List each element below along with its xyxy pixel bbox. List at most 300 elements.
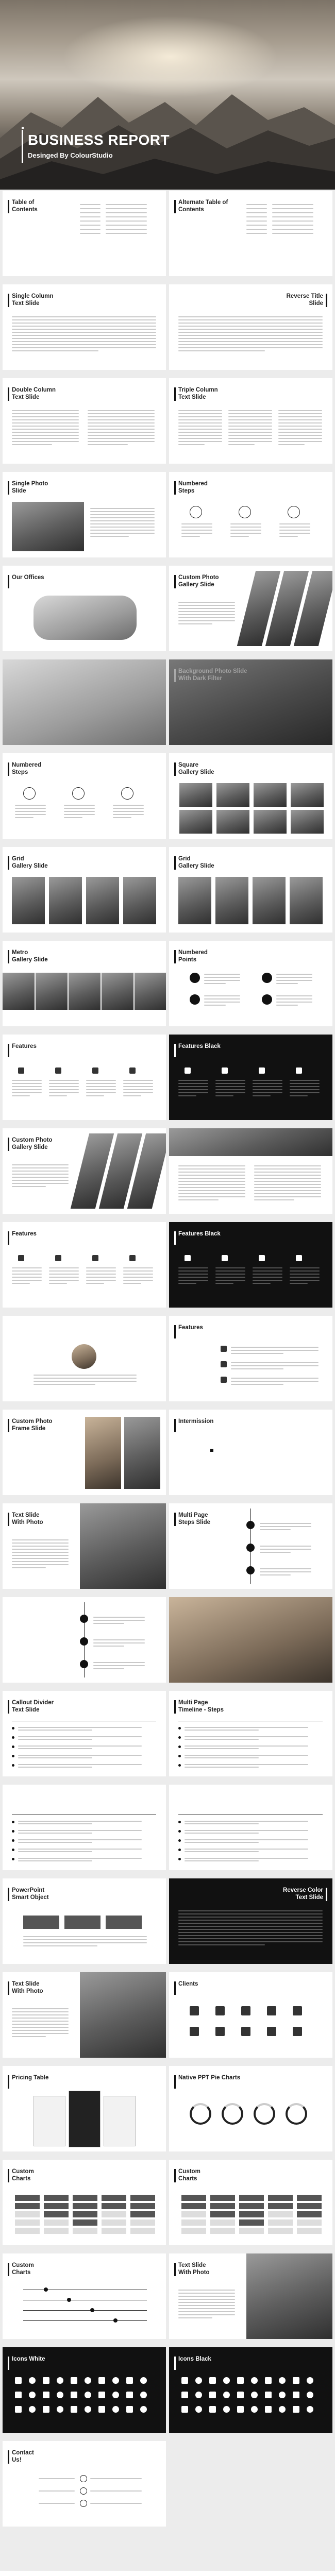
slide-title: Reverse Color Text Slide [251, 1887, 323, 1901]
text-line [93, 1646, 124, 1647]
text-line [278, 432, 322, 433]
slide-thumbnail[interactable] [169, 1878, 332, 1964]
chart-bar [210, 2228, 235, 2234]
text-line [178, 344, 323, 345]
slide-thumbnail[interactable] [3, 472, 166, 557]
text-line [278, 413, 322, 414]
toc-entry [272, 233, 313, 234]
text-line [12, 1283, 30, 1284]
text-line [178, 1910, 323, 1911]
text-line [278, 419, 322, 420]
text-line [228, 416, 272, 417]
chart-bar [210, 2195, 235, 2201]
slide-thumbnail[interactable] [3, 1035, 166, 1120]
text-line [93, 1623, 124, 1624]
icon-glyph [223, 2406, 230, 2413]
text-line [15, 808, 46, 809]
slide-thumbnail[interactable] [3, 1878, 166, 1964]
icon-glyph [195, 2377, 202, 2384]
bullet [12, 1764, 14, 1767]
slide-thumbnail[interactable] [169, 659, 332, 745]
text-line [253, 1095, 271, 1096]
toc-entry [106, 208, 147, 209]
text-line [12, 2033, 69, 2034]
text-line [12, 2011, 69, 2012]
text-line [123, 1283, 141, 1284]
text-line [12, 2036, 46, 2037]
toc-entry [246, 216, 267, 217]
text-line [185, 1821, 308, 1822]
text-line [23, 1936, 147, 1937]
text-line [88, 441, 155, 442]
client-logo [190, 2006, 199, 2015]
text-line [49, 1270, 79, 1272]
text-line [23, 1942, 147, 1943]
slide-title: Single Column Text Slide [12, 293, 84, 307]
toc-entry [272, 221, 313, 222]
step-circle [23, 787, 36, 800]
grid-photo [290, 877, 323, 924]
slide-thumbnail[interactable] [3, 941, 166, 1026]
icon-glyph [112, 2392, 119, 2398]
text-line [254, 1172, 321, 1173]
text-line [254, 1190, 321, 1191]
slide-thumbnail[interactable] [3, 1128, 166, 1214]
text-line [231, 1381, 319, 1382]
slide-thumbnail[interactable] [3, 847, 166, 933]
slide-thumbnail[interactable] [3, 1410, 166, 1495]
icon-glyph [57, 2377, 63, 2384]
chart-bar [130, 2195, 155, 2201]
text-line [278, 441, 322, 442]
text-line [18, 1842, 92, 1843]
chart-bar [15, 2203, 40, 2209]
text-line [12, 1183, 69, 1184]
text-line [185, 1839, 308, 1840]
slide-title: Custom Photo Gallery Slide [178, 574, 250, 588]
text-line [204, 980, 240, 981]
slide-thumbnail[interactable] [3, 1691, 166, 1776]
text-line [49, 1095, 67, 1096]
icon-glyph [43, 2392, 49, 2398]
toc-entry [246, 208, 267, 209]
text-line [12, 1171, 69, 1172]
text-line [12, 1174, 69, 1175]
slide-thumbnail[interactable] [169, 941, 332, 1026]
slide-title: Intermission [178, 1418, 250, 1425]
slide-thumbnail[interactable] [3, 191, 166, 276]
slide-thumbnail[interactable] [169, 1035, 332, 1120]
slide-thumbnail[interactable] [169, 1410, 332, 1495]
text-line [260, 1552, 291, 1553]
text-line [276, 998, 312, 999]
chart-knob [67, 2298, 71, 2302]
grid-photo [123, 877, 156, 924]
text-line [260, 1529, 291, 1530]
text-line [12, 341, 156, 342]
text-line [12, 1564, 69, 1565]
text-line [215, 1089, 245, 1090]
slide-thumbnail[interactable] [3, 2160, 166, 2245]
text-line [12, 429, 79, 430]
slide-thumbnail[interactable] [169, 1128, 332, 1214]
toc-entry [272, 229, 313, 230]
chart-bar [239, 2203, 264, 2209]
text-line [18, 1757, 92, 1758]
slide-thumbnail[interactable] [169, 1785, 332, 1870]
icon-glyph [209, 2406, 216, 2413]
text-line [178, 1199, 219, 1200]
slide-thumbnail[interactable] [3, 753, 166, 839]
contact-line [90, 2490, 142, 2492]
text-line [276, 1002, 312, 1003]
bullet [178, 1839, 181, 1842]
bullet [178, 1764, 181, 1767]
world-map-image [34, 596, 137, 640]
text-line [18, 1851, 92, 1852]
text-line [230, 523, 261, 524]
text-line [290, 1089, 320, 1090]
slide-title: Multi Page Steps Slide [178, 1512, 250, 1526]
step-circle [121, 787, 133, 800]
icon-glyph [85, 2406, 91, 2413]
pricing-column [104, 2096, 136, 2146]
slide-thumbnail[interactable] [3, 2347, 166, 2433]
toc-entry [246, 212, 267, 213]
bullet [12, 1830, 14, 1833]
grid-photo [49, 877, 82, 924]
feature-icon [185, 1067, 191, 1074]
text-line [86, 1280, 116, 1281]
feature-icon [222, 1255, 228, 1261]
text-line [18, 1755, 142, 1756]
text-line [215, 1092, 245, 1093]
text-line [49, 1080, 79, 1081]
text-line [290, 1086, 320, 1087]
timeline-node [80, 1637, 88, 1646]
text-line [204, 983, 226, 984]
chart-bar [15, 2228, 40, 2234]
chart-bar [73, 2203, 97, 2209]
slide-thumbnail[interactable] [169, 472, 332, 557]
text-line [12, 347, 156, 348]
framed-photo [85, 1417, 121, 1489]
text-line [278, 410, 322, 411]
slide-thumbnail[interactable] [169, 1316, 332, 1401]
bullet [178, 1736, 181, 1739]
toc-entry [80, 233, 100, 234]
icon-glyph [209, 2377, 216, 2384]
client-logo [293, 2027, 302, 2036]
slide-title: Triple Column Text Slide [178, 386, 250, 401]
icon-glyph [29, 2392, 36, 2398]
slide-thumbnail[interactable] [3, 1222, 166, 1308]
text-line [231, 1378, 319, 1379]
text-line [178, 338, 323, 339]
slide-thumbnail[interactable] [3, 2441, 166, 2527]
slide-thumbnail[interactable] [3, 659, 166, 745]
text-line [18, 1736, 142, 1737]
text-line [278, 426, 322, 427]
text-line [290, 1095, 308, 1096]
text-line [178, 614, 235, 615]
client-logo [293, 2006, 302, 2015]
slide-thumbnail[interactable] [169, 1972, 332, 2058]
text-line [12, 1095, 30, 1096]
text-line [12, 338, 156, 339]
toc-entry [80, 221, 100, 222]
slide-title: Features Black [178, 1043, 250, 1050]
bullet [12, 1736, 14, 1739]
text-line [178, 1270, 208, 1272]
text-line [253, 1086, 282, 1087]
text-line [18, 1748, 92, 1749]
text-line [113, 814, 144, 815]
chart-bar [73, 2195, 97, 2201]
text-line [12, 1167, 69, 1168]
icon-glyph [223, 2377, 230, 2384]
icon-glyph [293, 2406, 299, 2413]
slide-thumbnail[interactable] [169, 284, 332, 370]
feature-icon [18, 1067, 24, 1074]
slide-thumbnail[interactable] [169, 191, 332, 276]
toc-entry [272, 212, 313, 213]
text-line [93, 1620, 145, 1621]
text-line [178, 2293, 235, 2294]
text-line [178, 1932, 323, 1933]
slide-thumbnail[interactable] [3, 2066, 166, 2151]
text-line [228, 432, 272, 433]
slide-thumbnail[interactable] [169, 1222, 332, 1308]
text-line [113, 817, 131, 818]
smart-object [64, 1916, 100, 1929]
slide-thumbnail[interactable] [3, 1597, 166, 1683]
slide-thumbnail[interactable] [169, 2160, 332, 2245]
text-line [49, 1277, 79, 1278]
text-line [88, 422, 155, 423]
text-line [18, 1860, 92, 1861]
text-line [254, 1178, 321, 1179]
icon-glyph [307, 2392, 313, 2398]
text-line [49, 1086, 79, 1087]
client-logo [267, 2027, 276, 2036]
icon-glyph [293, 2392, 299, 2398]
point-number [190, 973, 200, 983]
text-line [228, 429, 272, 430]
text-line [12, 1270, 42, 1272]
text-line [278, 438, 322, 439]
bullet [12, 1745, 14, 1748]
chart-bar [44, 2203, 69, 2209]
text-line [279, 533, 310, 534]
text-line [178, 1920, 323, 1921]
slide-thumbnail[interactable] [169, 1691, 332, 1776]
client-logo [241, 2006, 250, 2015]
chart-bar [297, 2195, 322, 2201]
text-line [254, 1199, 294, 1200]
text-line [253, 1277, 282, 1278]
icon-glyph [126, 2377, 133, 2384]
chart-knob [90, 2308, 94, 2312]
text-line [215, 1267, 245, 1268]
text-line [12, 432, 79, 433]
text-line [64, 805, 95, 806]
text-line [178, 608, 235, 609]
text-line [90, 517, 155, 518]
square-photo [254, 783, 287, 807]
title-slide[interactable] [0, 0, 335, 190]
text-line [253, 1280, 282, 1281]
text-line [18, 1839, 142, 1840]
text-line [178, 2296, 235, 2297]
text-line [185, 1745, 308, 1747]
text-line [113, 808, 144, 809]
text-line [18, 1727, 142, 1728]
slide-thumbnail[interactable] [169, 753, 332, 839]
text-line [185, 1767, 259, 1768]
text-line [12, 344, 156, 345]
text-line [178, 1086, 208, 1087]
text-line [113, 805, 144, 806]
text-line [12, 329, 156, 330]
icon-glyph [112, 2377, 119, 2384]
slide-title: Features Black [178, 1230, 250, 1238]
slide-thumbnail[interactable] [3, 1972, 166, 2058]
slide-thumbnail[interactable] [169, 1597, 332, 1683]
timeline-node [80, 1615, 88, 1623]
grid-photo [86, 877, 119, 924]
text-line [93, 1665, 145, 1666]
text-line [178, 623, 212, 624]
client-logo [215, 2006, 225, 2015]
text-line [254, 1165, 321, 1166]
slide-title: Custom Photo Gallery Slide [12, 1137, 84, 1151]
chart-bar [73, 2219, 97, 2226]
text-line [228, 444, 255, 445]
feature-icon [296, 1067, 302, 1074]
text-line [12, 323, 156, 324]
icon-glyph [15, 2377, 22, 2384]
text-line [276, 995, 312, 996]
text-line [254, 1196, 321, 1197]
text-line [23, 1939, 147, 1940]
slide-thumbnail[interactable] [169, 566, 332, 651]
slide-thumbnail[interactable] [169, 2347, 332, 2433]
chart-bar [130, 2228, 155, 2234]
icon-glyph [29, 2377, 36, 2384]
text-line [178, 1190, 245, 1191]
slide-thumbnail[interactable] [3, 2253, 166, 2339]
chart-bar [44, 2195, 69, 2201]
chart-bar [181, 2211, 206, 2217]
text-line [178, 1935, 323, 1936]
text-line [290, 1080, 320, 1081]
slide-thumbnail[interactable] [3, 1785, 166, 1870]
bullet [12, 1858, 14, 1860]
text-line [178, 413, 222, 414]
icon-glyph [98, 2377, 105, 2384]
text-line [86, 1283, 104, 1284]
text-line [15, 814, 46, 815]
text-line [86, 1277, 116, 1278]
timeline-node [246, 1544, 255, 1552]
slide-thumbnail[interactable] [169, 1503, 332, 1589]
contact-line [39, 2490, 75, 2492]
chart-bar [268, 2219, 293, 2226]
text-line [178, 426, 222, 427]
slide-thumbnail[interactable] [3, 378, 166, 464]
toc-entry [272, 208, 313, 209]
icon-glyph [98, 2392, 105, 2398]
slide-thumbnail[interactable] [169, 847, 332, 933]
text-line [12, 1267, 42, 1268]
square-photo [216, 810, 249, 834]
text-line [178, 2305, 235, 2306]
icon-glyph [237, 2377, 244, 2384]
slide-thumbnail[interactable] [169, 2066, 332, 2151]
text-line [178, 620, 235, 621]
text-line [93, 1617, 145, 1618]
text-line [12, 1080, 42, 1081]
chart-bar [210, 2211, 235, 2217]
bullet [12, 1755, 14, 1757]
text-line [12, 1180, 69, 1181]
metro-photo [3, 973, 35, 1010]
text-line [253, 1270, 282, 1272]
icon-glyph [195, 2406, 202, 2413]
text-line [123, 1092, 153, 1093]
contact-icon [80, 2487, 87, 2495]
text-line [215, 1280, 245, 1281]
bullet [12, 1727, 14, 1730]
slide-thumbnail[interactable] [3, 284, 166, 370]
text-line [123, 1280, 153, 1281]
slide-thumbnail[interactable] [169, 2253, 332, 2339]
text-line [12, 1555, 69, 1556]
intermission-marker [210, 1449, 213, 1452]
text-line [231, 1347, 319, 1348]
text-line [254, 1175, 321, 1176]
chart-bar [102, 2228, 126, 2234]
text-line [260, 1549, 311, 1550]
text-line [90, 530, 155, 531]
slide-title: Numbered Steps [12, 761, 84, 776]
icon-glyph [237, 2406, 244, 2413]
text-line [34, 1384, 95, 1385]
text-line [230, 536, 249, 537]
slide-thumbnail[interactable] [3, 1316, 166, 1401]
text-line [12, 1546, 69, 1547]
slide-title: Double Column Text Slide [12, 386, 84, 401]
text-line [90, 523, 155, 524]
side-photo [246, 2253, 332, 2339]
text-line [290, 1083, 320, 1084]
chart-bar [102, 2211, 126, 2217]
slide-thumbnail[interactable] [3, 1503, 166, 1589]
toc-entry [246, 229, 267, 230]
text-line [34, 1381, 137, 1382]
pie-chart [222, 2103, 243, 2125]
chart-bar [181, 2203, 206, 2209]
slide-thumbnail[interactable] [169, 378, 332, 464]
text-line [123, 1270, 153, 1272]
toc-entry [106, 233, 147, 234]
chart-track [23, 2320, 147, 2321]
blank-area [0, 2571, 335, 2576]
slide-thumbnail[interactable] [3, 566, 166, 651]
toc-entry [246, 225, 267, 226]
icon-glyph [29, 2406, 36, 2413]
